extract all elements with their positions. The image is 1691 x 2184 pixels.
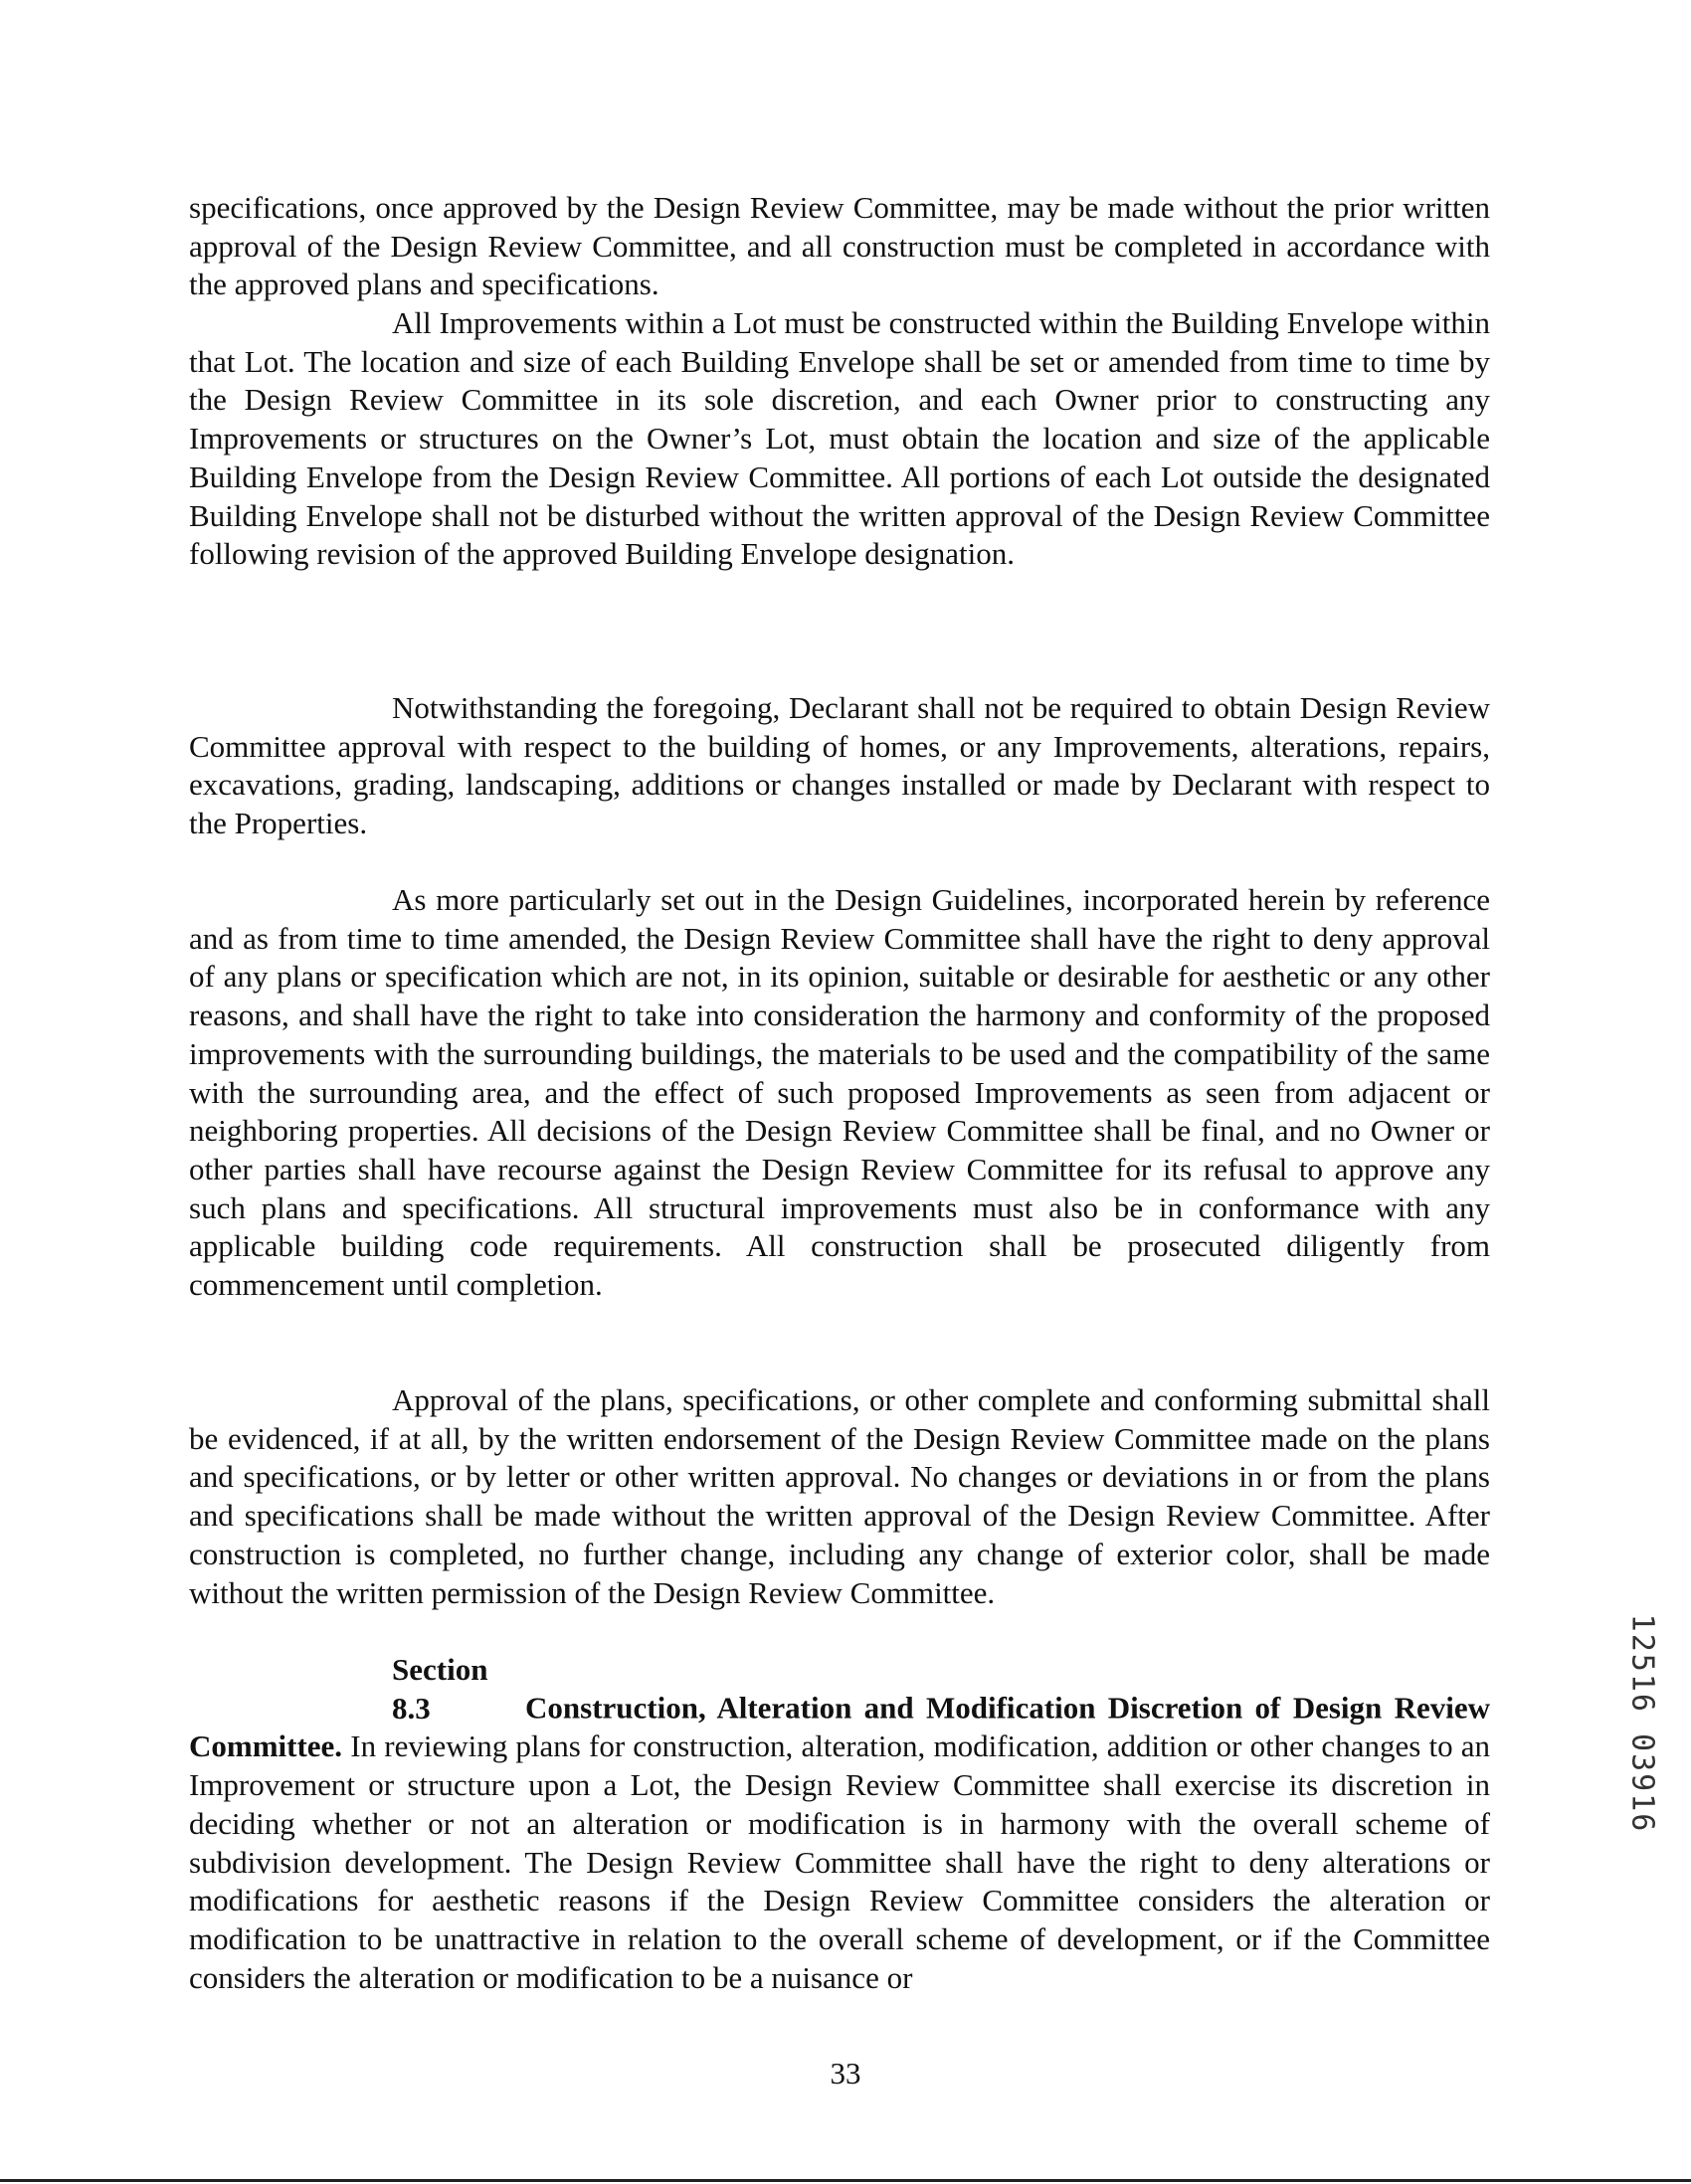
scan-bottom-edge <box>0 2179 1691 2182</box>
page-number: 33 <box>830 2056 861 2091</box>
side-reference-stamp-text: 12516 03916 <box>1624 1613 1660 1834</box>
section-number: Section 8.3 <box>392 1652 488 1726</box>
section-heading: Construction, Alteration and Modification Discretion of Design Review Committee. <box>189 1690 1490 1764</box>
paragraph-design-guidelines: As more particularly set out in the Design Guidelines, incorporated herein by reference and as from time to time amended, the Design Review Committee shall have the right to deny approval of any plans or specification which are not, in its opinion, suitable or desirable for aesthetic or any other reasons, and shall have the right to take into consideration the harmony and conformity of the proposed improvements with the surrounding buildings, the materials to be used and the compatibility of the same with the surrounding area, and the effect of such proposed Improvements as seen from adjacent or neighboring properties. All decisions of the Design Review Committee shall be final, and no Owner or other parties shall have recourse against the Design Review Committee for its refusal to approve any such plans and specifications. All structural improvements must also be in conformance with any applicable building code requirements. All construction shall be prosecuted diligently from commencement until completion. <box>189 882 1490 1303</box>
section-body: In reviewing plans for construction, alteration, modification, addition or other changes to an Improvement or structure upon a Lot, the Design Review Committee shall exercise its discretion in deciding whether or not an alteration or modification is in harmony with the overall scheme of subdivision development. The Design Review Committee shall have the right to deny alterations or modifications for aesthetic reasons if the Design Review Committee considers the alteration or modification to be unattractive in relation to the overall scheme of development, or if the Committee considers the alteration or modification to be a nuisance or <box>189 1729 1490 1995</box>
section-8-3-paragraph <box>189 1651 1490 1997</box>
paragraph-declarant-exemption: Notwithstanding the foregoing, Declarant shall not be required to obtain Design Review Committee approval with respect to the building of homes, or any Improvements, alterations, repairs, excavations, grading, landscaping, additions or changes installed or made by Declarant with respect to the Properties. <box>189 690 1490 841</box>
paragraph-continuation: specifications, once approved by the Design Review Committee, may be made without the prior written approval of the Design Review Committee, and all construction must be completed in accordance with the approved plans and specifications. <box>189 190 1490 302</box>
side-reference-stamp <box>1617 1589 1667 1858</box>
paragraph-building-envelope: All Improvements within a Lot must be constructed within the Building Envelope within that Lot. The location and size of each Building Envelope shall be set or amended from time to time by the Design Review Committee in its sole discretion, and each Owner prior to constructing any Improvements or structures on the Owner’s Lot, must obtain the location and size of the applicable Building Envelope from the Design Review Committee. All portions of each Lot outside the designated Building Envelope shall not be disturbed without the written approval of the Design Review Committee following revision of the approved Building Envelope designation. <box>189 305 1490 572</box>
paragraph-approval-evidence: Approval of the plans, specifications, or other complete and conforming submittal shall be evidenced, if at all, by the written endorsement of the Design Review Committee made on the plans and specifications, or by letter or other written approval. No changes or deviations in or from the plans and specifications shall be made without the written approval of the Design Review Committee. After construction is completed, no further change, including any change of exterior color, shall be made without the written permission of the Design Review Committee. <box>189 1382 1490 1610</box>
